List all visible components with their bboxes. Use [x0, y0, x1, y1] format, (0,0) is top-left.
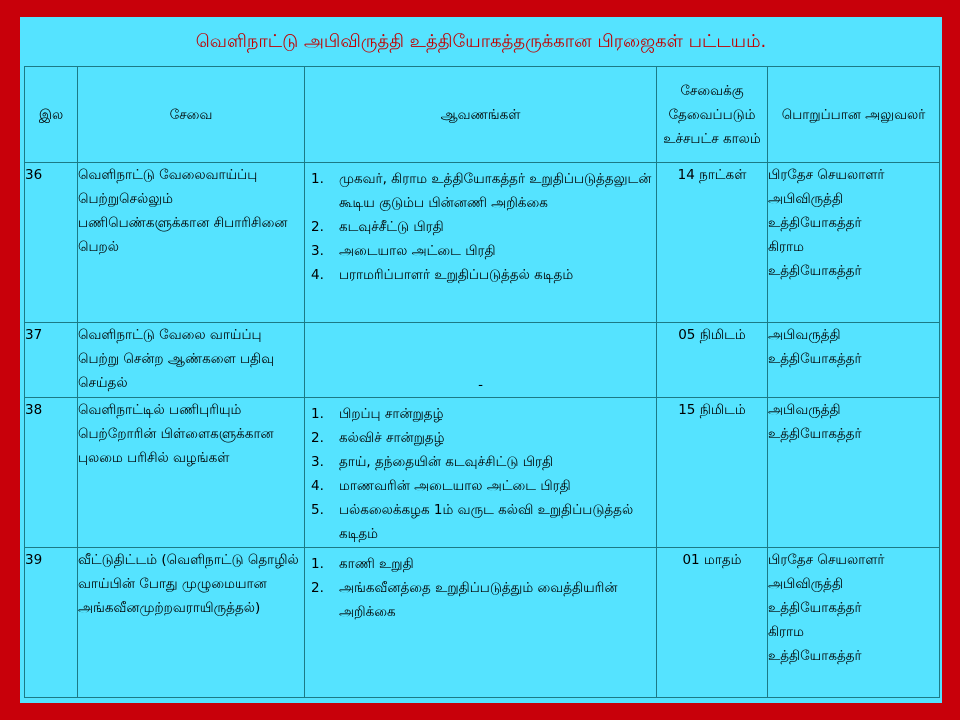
document-item-number: 3.	[311, 454, 324, 470]
document-item-text: பராமரிப்பாளர் உறுதிப்படுத்தல் கடிதம்	[339, 267, 574, 283]
officer-line: உத்தியோகத்தர்	[768, 351, 862, 367]
document-item-number: 4.	[311, 478, 324, 494]
document-item	[311, 215, 652, 239]
document-item-text: கல்விச் சான்றுதழ்	[339, 430, 445, 446]
table-row	[25, 163, 940, 323]
service-name: வீட்டுதிட்டம் (வெளிநாட்டு தொழில் வாய்பின் போது முழுமையான அங்கவீனமுற்றவராயிருத்தல்)	[78, 548, 305, 698]
officer-line: அபிவிருத்தி	[768, 191, 844, 207]
document-item-number: 2.	[311, 430, 324, 446]
document-item-number: 3.	[311, 243, 324, 259]
officer-line: உத்தியோகத்தர்	[768, 600, 862, 616]
documents-list	[305, 163, 656, 287]
documents-list	[305, 398, 656, 546]
documents-list	[305, 548, 656, 624]
service-name: வெளிநாட்டு வேலைவாய்ப்பு பெற்றுசெல்லும் பணிபெண்களுக்கான சிபாரிசினை பெறல்	[78, 163, 305, 323]
document-item-text: காணி உறுதி	[339, 556, 414, 572]
slide-panel	[20, 17, 942, 703]
officer-line: பிரதேச செயலாளர்	[768, 552, 885, 568]
document-item-number: 2.	[311, 219, 324, 235]
row-number: 36	[25, 163, 78, 323]
row-number: 38	[25, 398, 78, 548]
document-item-number: 4.	[311, 267, 324, 283]
document-item-text: தாய், தந்தையின் கடவுச்சிட்டு பிரதி	[339, 454, 554, 470]
document-item-text: அங்கவீனத்தை உறுதிப்படுத்தும் வைத்தியரின் அறிக்கை	[339, 580, 618, 620]
max-time: 01 மாதம்	[657, 548, 768, 698]
officer-line: கிராம	[768, 239, 804, 255]
officer-line: அபிவிருத்தி	[768, 576, 844, 592]
document-item	[311, 239, 652, 263]
document-item-text: முகவர், கிராம உத்தியோகத்தர் உறுதிப்படுத்தலுடன் கூடிய குடும்ப பின்னணி அறிக்கை	[339, 171, 652, 211]
responsible-officer	[768, 163, 940, 323]
document-item-number: 1.	[311, 171, 324, 187]
header-max-time: சேவைக்கு தேவைப்படும் உச்சபட்ச காலம்	[657, 67, 768, 163]
document-item	[311, 552, 652, 576]
header-officer: பொறுப்பான அலுவலர்	[768, 67, 940, 163]
officer-line: உத்தியோகத்தர்	[768, 215, 862, 231]
document-item-text: கடவுச்சீட்டு பிரதி	[339, 219, 444, 235]
service-name: வெளிநாட்டு வேலை வாய்ப்பு பெற்று சென்ற ஆண்களை பதிவு செய்தல்	[78, 323, 305, 398]
officer-line: உத்தியோகத்தர்	[768, 426, 862, 442]
document-item	[311, 576, 652, 624]
table-row	[25, 398, 940, 548]
officer-line: அபிவருத்தி	[768, 327, 841, 343]
documents-cell	[305, 398, 657, 548]
row-number: 37	[25, 323, 78, 398]
document-item-text: பல்கலைக்கழக 1ம் வருட கல்வி உறுதிப்படுத்தல் கடிதம்	[339, 502, 634, 542]
document-item-number: 2.	[311, 580, 324, 596]
header-no: இல	[25, 67, 78, 163]
responsible-officer	[768, 323, 940, 398]
document-item	[311, 450, 652, 474]
header-row	[25, 67, 940, 163]
responsible-officer	[768, 548, 940, 698]
page-title: வெளிநாட்டு அபிவிருத்தி உத்தியோகத்தருக்கான பிரஜைகள் பட்டயம்.	[195, 31, 767, 52]
officer-line: பிரதேச செயலாளர்	[768, 167, 885, 183]
charter-table	[24, 66, 940, 698]
officer-line: கிராம	[768, 624, 804, 640]
document-item	[311, 474, 652, 498]
officer-line: உத்தியோகத்தர்	[768, 648, 862, 664]
documents-cell	[305, 163, 657, 323]
document-item	[311, 402, 652, 426]
document-item-number: 5.	[311, 502, 324, 518]
documents-none: -	[478, 377, 483, 393]
header-service: சேவை	[78, 67, 305, 163]
document-item	[311, 167, 652, 215]
document-item	[311, 426, 652, 450]
documents-cell	[305, 548, 657, 698]
max-time: 15 நிமிடம்	[657, 398, 768, 548]
document-item	[311, 498, 652, 546]
document-item-text: மாணவரின் அடையால அட்டை பிரதி	[339, 478, 571, 494]
responsible-officer	[768, 398, 940, 548]
documents-cell	[305, 323, 657, 398]
max-time: 05 நிமிடம்	[657, 323, 768, 398]
service-name: வெளிநாட்டில் பணிபுரியும் பெற்றோரின் பிள்ளைகளுக்கான புலமை பரிசில் வழங்கள்	[78, 398, 305, 548]
row-number: 39	[25, 548, 78, 698]
document-item-text: அடையால அட்டை பிரதி	[339, 243, 496, 259]
header-documents: ஆவணங்கள்	[305, 67, 657, 163]
table-row	[25, 323, 940, 398]
document-item-number: 1.	[311, 556, 324, 572]
document-item	[311, 263, 652, 287]
document-item-text: பிறப்பு சான்றுதழ்	[339, 406, 444, 422]
document-item-number: 1.	[311, 406, 324, 422]
officer-line: அபிவருத்தி	[768, 402, 841, 418]
officer-line: உத்தியோகத்தர்	[768, 263, 862, 279]
table-row	[25, 548, 940, 698]
max-time: 14 நாட்கள்	[657, 163, 768, 323]
